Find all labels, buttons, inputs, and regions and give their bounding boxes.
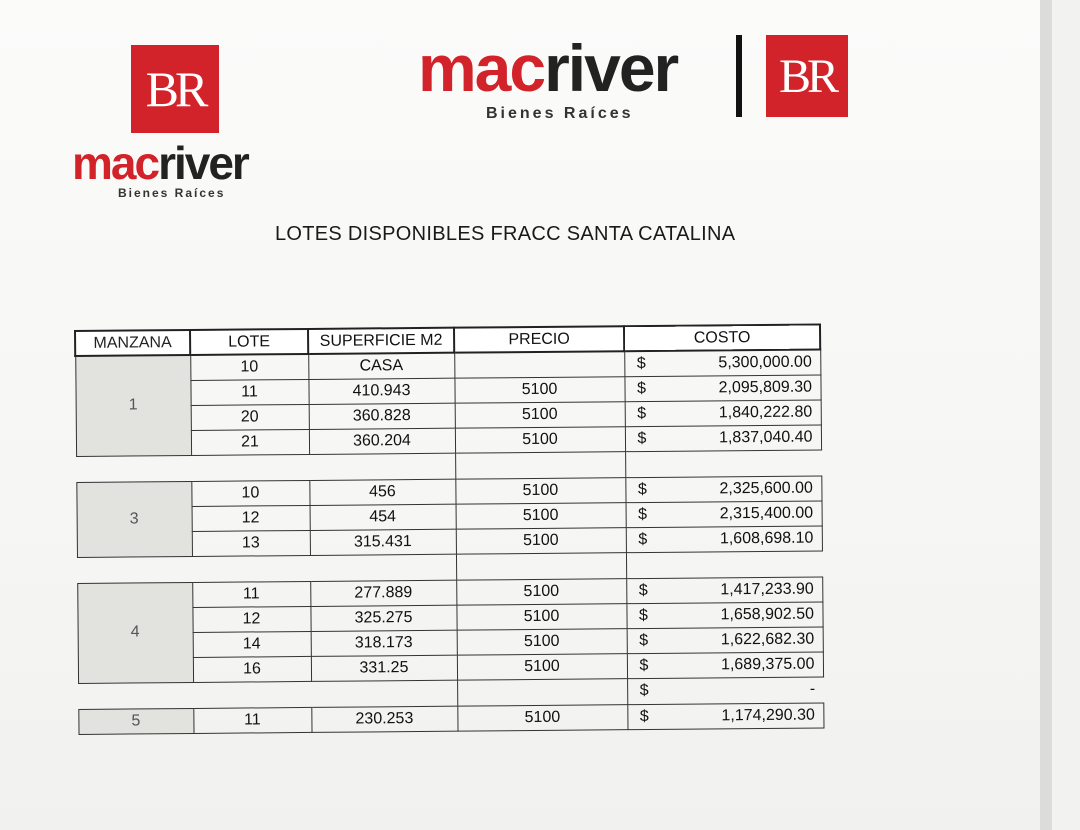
wordmark-mac: mac xyxy=(72,137,159,189)
manzana-cell: 3 xyxy=(76,481,192,557)
costo-cell xyxy=(626,525,822,552)
macriver-wordmark-large xyxy=(418,30,677,106)
costo-cell xyxy=(626,601,822,628)
costo-value: 5,300,000.00 xyxy=(718,353,812,372)
costo-value: - xyxy=(809,680,816,698)
costo-value: 1,608,698.10 xyxy=(719,529,814,547)
precio-cell: 5100 xyxy=(456,527,626,553)
superficie-cell: 325.275 xyxy=(310,605,456,631)
precio-cell xyxy=(454,351,624,377)
currency-symbol: $ xyxy=(639,681,649,699)
header-manzana: MANZANA xyxy=(75,330,190,356)
precio-cell: 5100 xyxy=(456,603,626,629)
superficie-cell: CASA xyxy=(308,353,454,379)
lote-cell: 11 xyxy=(192,581,310,607)
lote-cell: 14 xyxy=(193,631,311,657)
spacer-cell xyxy=(625,449,821,477)
lote-cell: 10 xyxy=(190,354,308,380)
currency-symbol: $ xyxy=(637,480,647,498)
header-precio: PRECIO xyxy=(454,326,624,352)
precio-cell: 5100 xyxy=(456,502,626,528)
wordmark-mac: mac xyxy=(418,31,545,105)
costo-cell xyxy=(625,424,821,451)
currency-symbol: $ xyxy=(637,404,647,422)
costo-cell xyxy=(627,626,823,653)
superficie-cell: 360.828 xyxy=(309,403,455,429)
currency-symbol: $ xyxy=(638,530,648,548)
costo-value: 1,840,222.80 xyxy=(718,403,813,421)
spacer-cell xyxy=(309,453,455,480)
lote-cell: 10 xyxy=(191,480,309,506)
spacer-cell xyxy=(78,682,193,709)
spacer-cell xyxy=(456,552,626,579)
currency-symbol: $ xyxy=(638,606,648,624)
lote-cell: 12 xyxy=(192,606,310,632)
header-superficie: SUPERFICIE M2 xyxy=(308,328,454,354)
logo-tagline-large: Bienes Raíces xyxy=(486,105,634,122)
lote-cell: 12 xyxy=(192,505,310,531)
lote-cell: 21 xyxy=(191,429,309,455)
lote-cell: 11 xyxy=(190,379,308,405)
spacer-cell xyxy=(192,555,310,582)
br-mark-text: BR xyxy=(778,49,836,103)
spacer-cell xyxy=(77,556,192,583)
currency-symbol: $ xyxy=(638,581,648,599)
precio-cell: 5100 xyxy=(457,628,627,654)
currency-symbol: $ xyxy=(639,631,649,649)
manzana-cell: 1 xyxy=(75,355,191,456)
precio-cell: 5100 xyxy=(457,704,627,730)
costo-value: 1,689,375.00 xyxy=(720,655,815,673)
precio-cell: 5100 xyxy=(455,477,625,503)
costo-value: 2,325,600.00 xyxy=(719,479,813,497)
spacer-cell xyxy=(457,678,627,705)
precio-cell: 5100 xyxy=(455,426,625,452)
costo-value: 1,658,902.50 xyxy=(720,605,815,623)
currency-symbol: $ xyxy=(638,505,648,523)
lote-cell: 11 xyxy=(193,707,311,733)
manzana-cell: 5 xyxy=(78,708,193,734)
superficie-cell: 230.253 xyxy=(311,706,457,732)
header-costo: COSTO xyxy=(624,324,820,351)
currency-symbol: $ xyxy=(637,429,647,447)
precio-cell: 5100 xyxy=(454,376,624,402)
logo-divider xyxy=(736,35,742,117)
spacer-cell xyxy=(191,454,309,481)
spacer-cell xyxy=(626,550,822,578)
lote-cell: 20 xyxy=(191,404,309,430)
costo-value: 1,417,233.90 xyxy=(720,580,814,598)
background-strip xyxy=(1052,0,1080,830)
costo-cell xyxy=(627,676,823,704)
br-logo-mark-small xyxy=(131,45,219,133)
header-lote: LOTE xyxy=(190,329,308,355)
page-edge xyxy=(1040,0,1052,830)
superficie-cell: 277.889 xyxy=(310,580,456,606)
precio-cell: 5100 xyxy=(457,653,627,679)
superficie-cell: 410.943 xyxy=(308,378,454,404)
costo-cell xyxy=(627,651,823,678)
spacer-cell xyxy=(455,451,625,478)
precio-cell: 5100 xyxy=(456,578,626,604)
spacer-cell xyxy=(311,680,457,707)
lote-cell: 16 xyxy=(193,656,311,682)
costo-cell xyxy=(626,576,822,603)
currency-symbol: $ xyxy=(639,656,649,674)
superficie-cell: 454 xyxy=(310,504,456,530)
macriver-wordmark-small xyxy=(72,136,248,190)
br-logo-mark-large xyxy=(766,35,848,117)
superficie-cell: 360.204 xyxy=(309,428,455,454)
spacer-cell xyxy=(193,681,311,708)
superficie-cell: 318.173 xyxy=(311,630,457,656)
costo-cell xyxy=(624,349,820,376)
superficie-cell: 456 xyxy=(309,479,455,505)
costo-value: 2,315,400.00 xyxy=(719,504,814,522)
currency-symbol: $ xyxy=(636,355,646,373)
superficie-cell: 315.431 xyxy=(310,529,456,555)
precio-cell: 5100 xyxy=(455,401,625,427)
currency-symbol: $ xyxy=(636,379,647,397)
costo-cell xyxy=(626,500,822,527)
superficie-cell: 331.25 xyxy=(311,655,457,681)
spacer-cell xyxy=(310,554,456,581)
br-mark-text: BR xyxy=(145,61,205,117)
lots-table xyxy=(74,323,825,734)
lote-cell: 13 xyxy=(192,530,310,556)
logo-tagline-small: Bienes Raíces xyxy=(118,186,226,200)
wordmark-river: river xyxy=(544,31,678,105)
costo-value: 2,095,809.30 xyxy=(718,378,813,396)
spacer-cell xyxy=(76,455,191,482)
costo-cell xyxy=(625,399,821,426)
costo-value: 1,622,682.30 xyxy=(720,630,815,648)
costo-value: 1,837,040.40 xyxy=(718,428,813,446)
costo-cell xyxy=(625,475,821,502)
costo-value: 1,174,290.30 xyxy=(721,706,815,724)
costo-cell xyxy=(624,374,820,401)
manzana-cell: 4 xyxy=(77,582,193,683)
currency-symbol: $ xyxy=(639,707,649,725)
wordmark-river: river xyxy=(158,137,248,189)
document-title: LOTES DISPONIBLES FRACC SANTA CATALINA xyxy=(275,223,736,245)
costo-cell xyxy=(627,702,823,729)
